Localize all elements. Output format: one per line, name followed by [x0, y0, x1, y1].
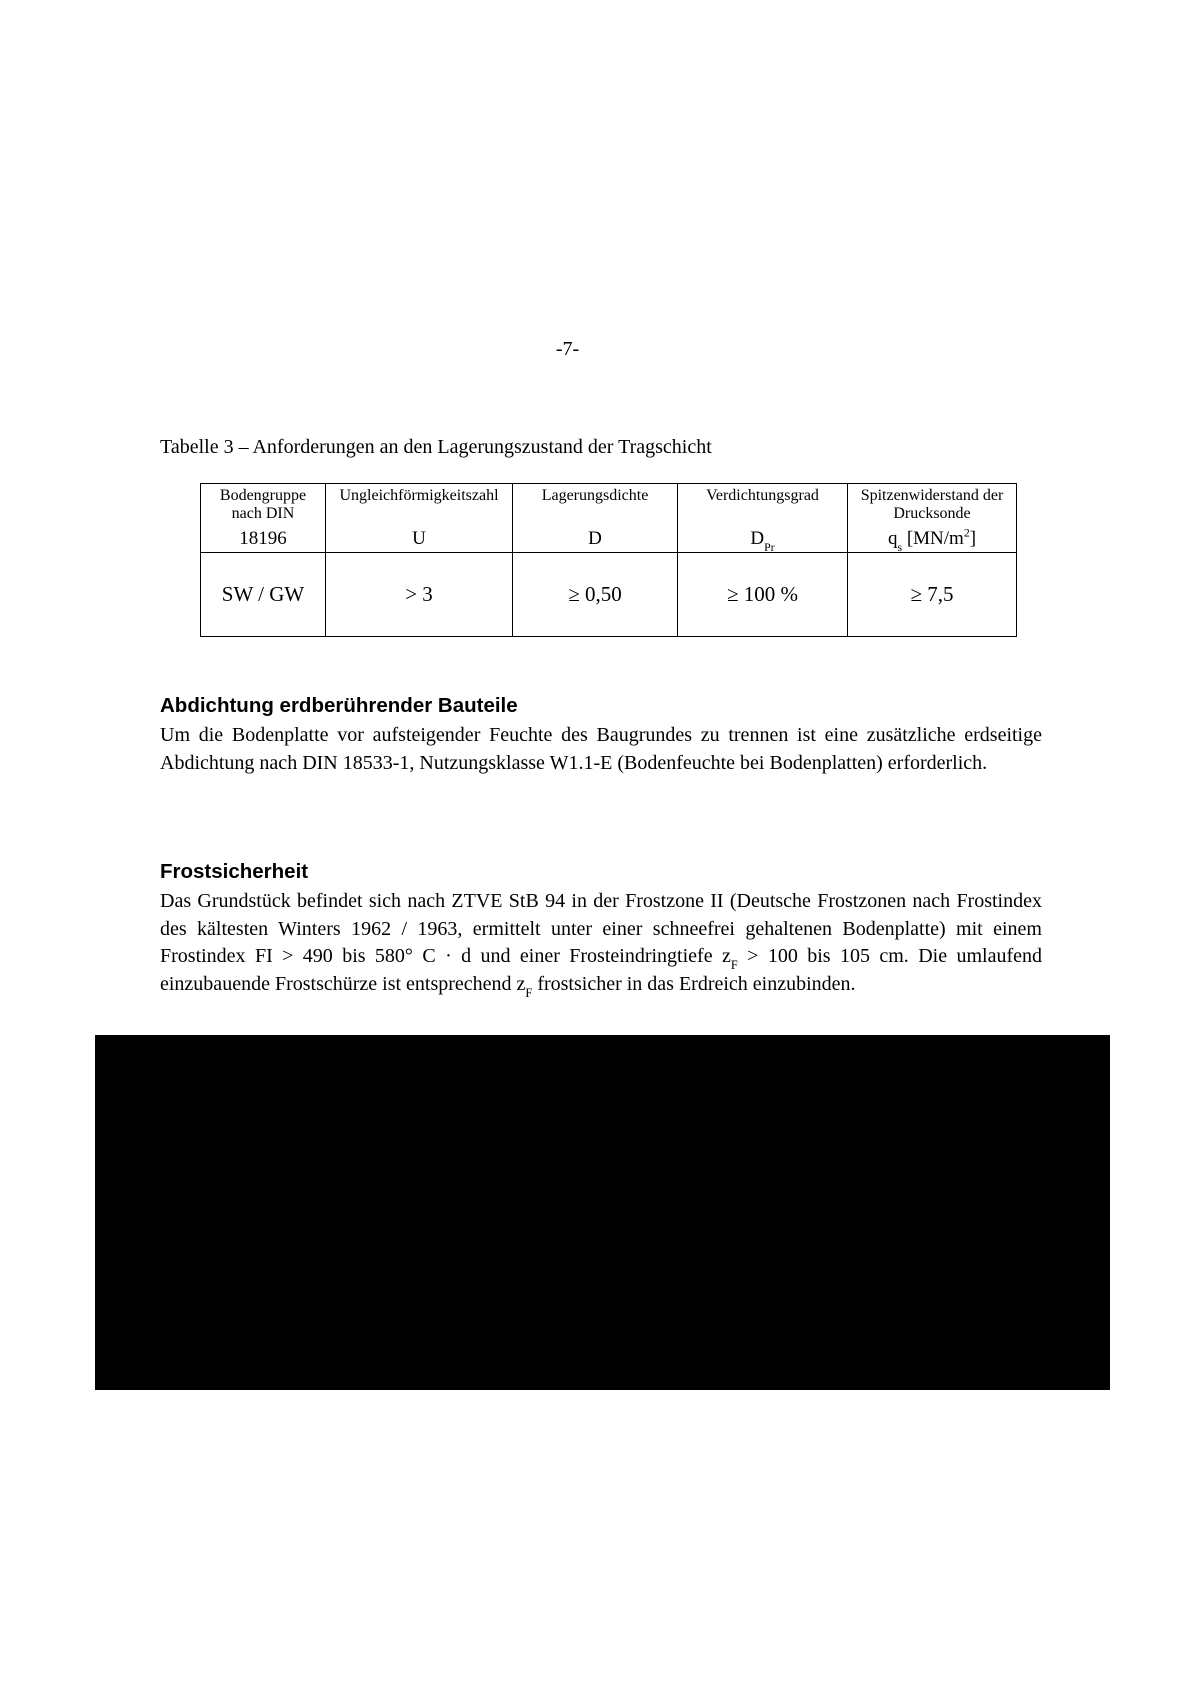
- col-header-label: nach DIN: [231, 505, 295, 522]
- table-data-row: [201, 553, 1017, 637]
- cell-spitzenwiderstand: ≥ 7,5: [848, 553, 1017, 637]
- col-header-label: Spitzenwiderstand der: [860, 487, 1004, 504]
- col-header-symbol: 18196: [239, 528, 287, 549]
- cell-ungleichfoermigkeitszahl: > 3: [326, 553, 513, 637]
- col-header-label: Drucksonde: [893, 505, 971, 522]
- cell-lagerungsdichte: ≥ 0,50: [513, 553, 678, 637]
- section-body-abdichtung: Um die Bodenplatte vor aufsteigender Feuchte des Baugrundes zu trennen ist eine zusätzliche erdseitige Abdichtung nach DIN 18533-1, Nutzungsklasse W1.1-E (Bodenfeuchte bei Bodenplatten) erforderlich.: [160, 724, 1042, 774]
- redacted-image: [95, 1035, 1110, 1390]
- col-header-label: Bodengruppe: [219, 487, 307, 504]
- page-number: -7-: [555, 338, 580, 360]
- col-header-spitzenwiderstand: [848, 484, 1017, 553]
- col-header-label: Lagerungsdichte: [541, 487, 649, 504]
- col-header-bodengruppe: [201, 484, 326, 553]
- table-caption: Tabelle 3 – Anforderungen an den Lagerungszustand der Tragschicht: [160, 436, 712, 458]
- col-header-label: Ungleichförmigkeitszahl: [339, 487, 499, 504]
- requirements-table: [200, 483, 1017, 637]
- section-heading-abdichtung: Abdichtung erdberührender Bauteile: [160, 694, 518, 717]
- col-header-symbol: $q_s$ $[MN/m^2]$: [887, 526, 977, 554]
- col-header-symbol: $D_{Pr}$: [750, 528, 775, 554]
- col-header-verdichtungsgrad: [678, 484, 848, 553]
- cell-bodengruppe: SW / GW: [201, 553, 326, 637]
- section-heading-frostsicherheit: Frostsicherheit: [160, 860, 309, 883]
- col-header-symbol: D: [588, 528, 602, 549]
- col-header-symbol: U: [412, 528, 426, 549]
- col-header-lagerungsdichte: [513, 484, 678, 553]
- table-header-row: [201, 484, 1017, 553]
- section-body-frostsicherheit: Das Grundstück befindet sich nach ZTVE StB 94 in der Frostzone II (Deutsche Frostzonen nach Frostindex des kältesten Winters 1962 / 1963, ermittelt unter einer schneefrei gehaltenen Bodenplatte) mit einem Frostindex FI > 490 bis 580° C · d und einer Frosteindringtiefe $z_F > 100$ bis 105 cm. Die umlaufend einzubauende Frostschürze ist entsprechend $z_F$ frostsicher in das Erdreich einzubinden.: [160, 890, 1042, 1000]
- cell-verdichtungsgrad: ≥ 100 %: [678, 553, 848, 637]
- col-header-label: Verdichtungsgrad: [706, 487, 819, 504]
- col-header-ungleichfoermigkeitszahl: [326, 484, 513, 553]
